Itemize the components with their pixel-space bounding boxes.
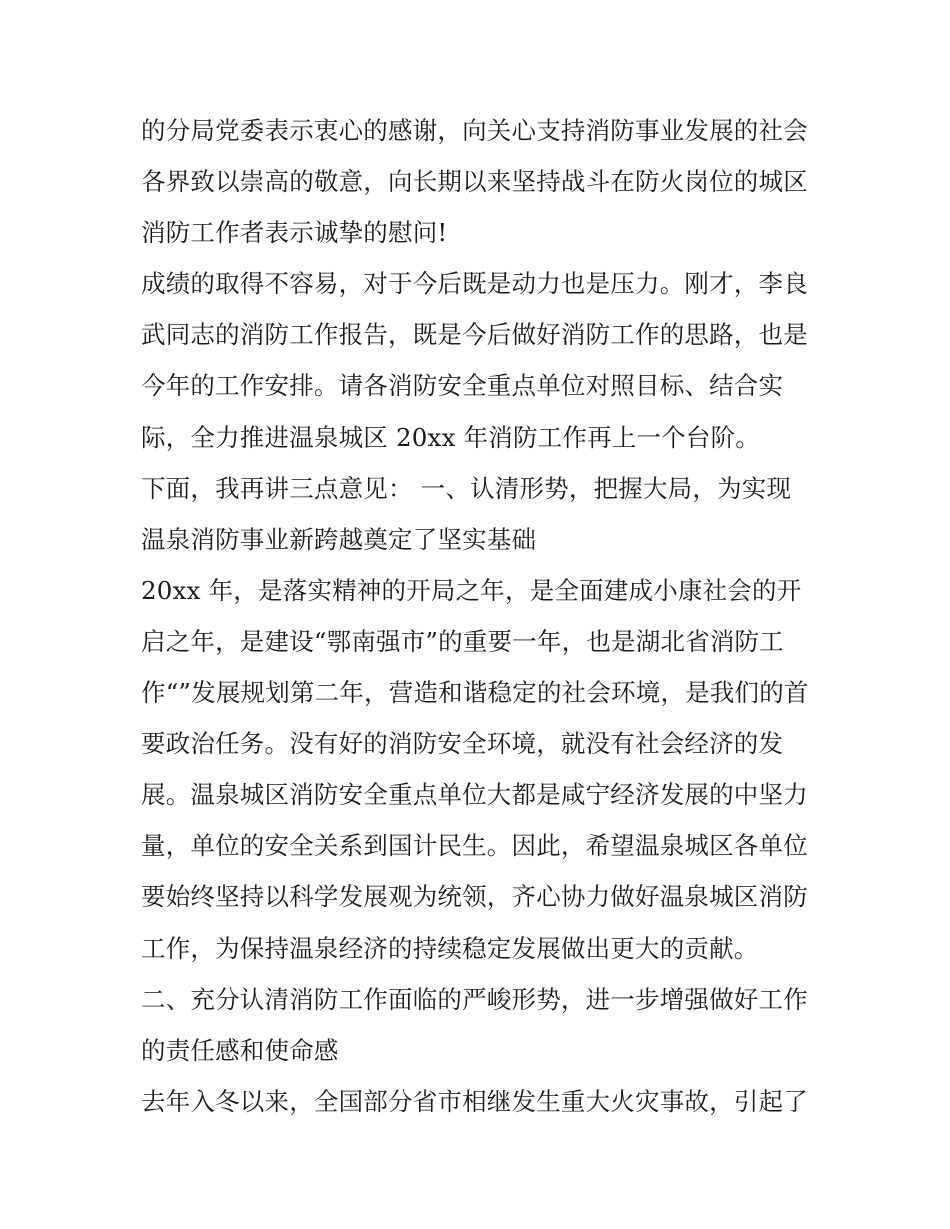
document-body	[141, 105, 821, 1127]
text-line: 要始终坚持以科学发展观为统领，齐心协力做好温泉城区消防	[141, 882, 808, 912]
text-line: 各界致以崇高的敬意，向长期以来坚持战斗在防火岗位的城区	[141, 167, 808, 197]
text-line: 去年入冬以来，全国部分省市相继发生重大火灾事故，引起了	[141, 1086, 808, 1116]
text-line: 量，单位的安全关系到国计民生。因此，希望温泉城区各单位	[141, 831, 808, 861]
text-line: 今年的工作安排。请各消防安全重点单位对照目标、结合实	[141, 371, 784, 401]
text-line: 的分局党委表示衷心的感谢，向关心支持消防事业发展的社会	[141, 116, 808, 145]
text-line: 际，全力推进温泉城区 20xx 年消防工作再上一个台阶。	[141, 422, 760, 452]
text-line: 启之年，是建设“鄂南强市”的重要一年，也是湖北省消防工	[141, 626, 784, 656]
text-line: 消防工作者表示诚挚的慰问!	[141, 218, 448, 248]
text-line: 温泉消防事业新跨越奠定了坚实基础	[141, 524, 537, 554]
text-line: 要政治任务。没有好的消防安全环境，就没有社会经济的发	[141, 729, 784, 759]
text-line: 武同志的消防工作报告，既是今后做好消防工作的思路，也是	[141, 320, 808, 350]
text-line: 成绩的取得不容易，对于今后既是动力也是压力。刚才，李良	[141, 269, 808, 299]
text-line: 工作，为保持温泉经济的持续稳定发展做出更大的贡献。	[141, 933, 759, 963]
text-line: 作“”发展规划第二年，营造和谐稳定的社会环境，是我们的首	[141, 678, 809, 708]
text-line: 二、充分认清消防工作面临的严峻形势，进一步增强做好工作	[141, 984, 808, 1014]
text-line: 的责任感和使命感	[141, 1035, 339, 1065]
text-line: 展。温泉城区消防安全重点单位大都是咸宁经济发展的中坚力	[141, 780, 808, 810]
text-line: 下面，我再讲三点意见： 一、认清形势，把握大局，为实现	[141, 473, 792, 503]
text-line: 20xx 年，是落实精神的开局之年，是全面建成小康社会的开	[141, 575, 802, 605]
